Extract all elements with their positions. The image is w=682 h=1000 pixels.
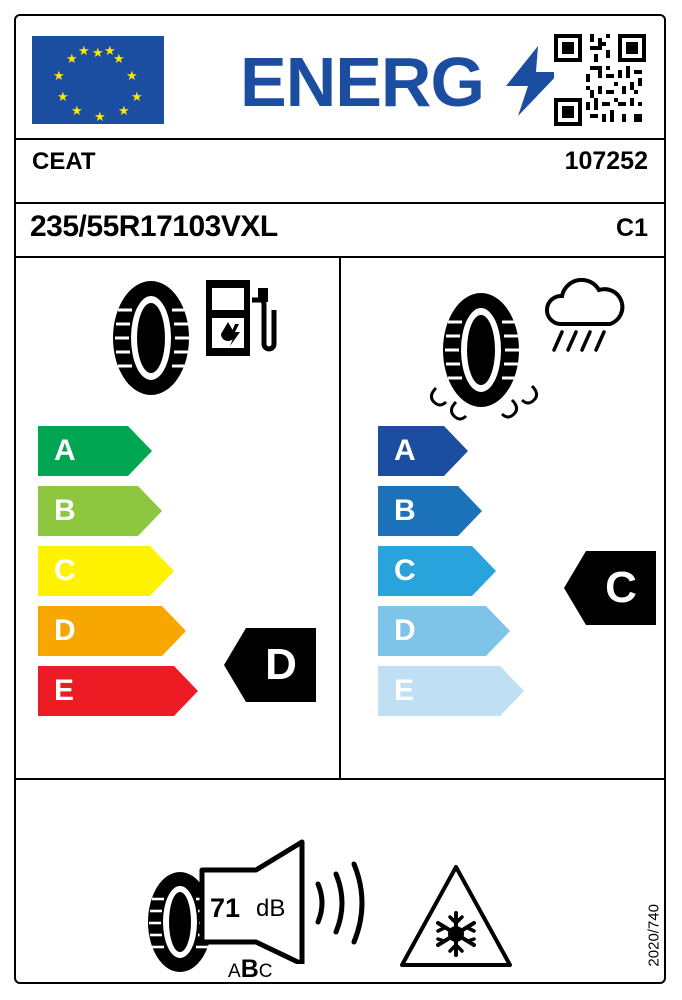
regulation-year: 2020/740 xyxy=(646,904,663,967)
wet-grade-e-letter: E xyxy=(394,674,415,707)
noise-unit: dB xyxy=(256,895,286,922)
fuel-pump-icon xyxy=(202,274,278,365)
snowflake-mountain-icon xyxy=(396,861,516,978)
section-divider-vertical xyxy=(339,256,341,778)
noise-class-c: C xyxy=(258,961,273,982)
fuel-rating-marker xyxy=(224,628,316,702)
divider-2 xyxy=(16,202,664,204)
fuel-grade-e-letter: E xyxy=(54,674,75,707)
wet-grade-c-letter: C xyxy=(394,554,416,587)
tyre-energy-label xyxy=(14,14,666,984)
qr-code-icon xyxy=(554,34,646,126)
tyre-class-code: C1 xyxy=(616,214,648,242)
brand-name: CEAT xyxy=(32,148,96,175)
noise-class-a: A xyxy=(228,961,241,982)
fuel-grade-a-letter: A xyxy=(54,434,76,467)
divider-4 xyxy=(16,778,664,780)
noise-value: 71 xyxy=(210,893,241,923)
fuel-tyre-icon xyxy=(96,278,206,403)
fuel-grade-d-letter: D xyxy=(54,614,76,647)
label-header xyxy=(16,16,664,138)
wet-grade-d-letter: D xyxy=(394,614,416,647)
noise-class-row xyxy=(228,955,272,984)
wet-grade-a-letter: A xyxy=(394,434,416,467)
page-title: ENERG xyxy=(240,43,484,121)
rain-cloud-icon xyxy=(540,278,626,371)
product-code: 107252 xyxy=(564,147,648,175)
fuel-grade-b-letter: B xyxy=(54,494,76,527)
wet-tyre-icon xyxy=(416,288,546,433)
tyre-size: 235/55R17103VXL xyxy=(30,210,278,243)
wet-rating-marker xyxy=(564,551,656,625)
fuel-grade-c-letter: C xyxy=(54,554,76,587)
noise-class-b: B xyxy=(240,955,259,983)
eu-flag-icon: ★ ★ ★ ★ ★ ★ ★ ★ ★ ★ ★ ★ xyxy=(32,36,164,124)
wet-rating-letter: C xyxy=(605,563,637,612)
divider-1 xyxy=(16,138,664,140)
wet-grade-b-letter: B xyxy=(394,494,416,527)
fuel-rating-letter: D xyxy=(265,640,297,689)
